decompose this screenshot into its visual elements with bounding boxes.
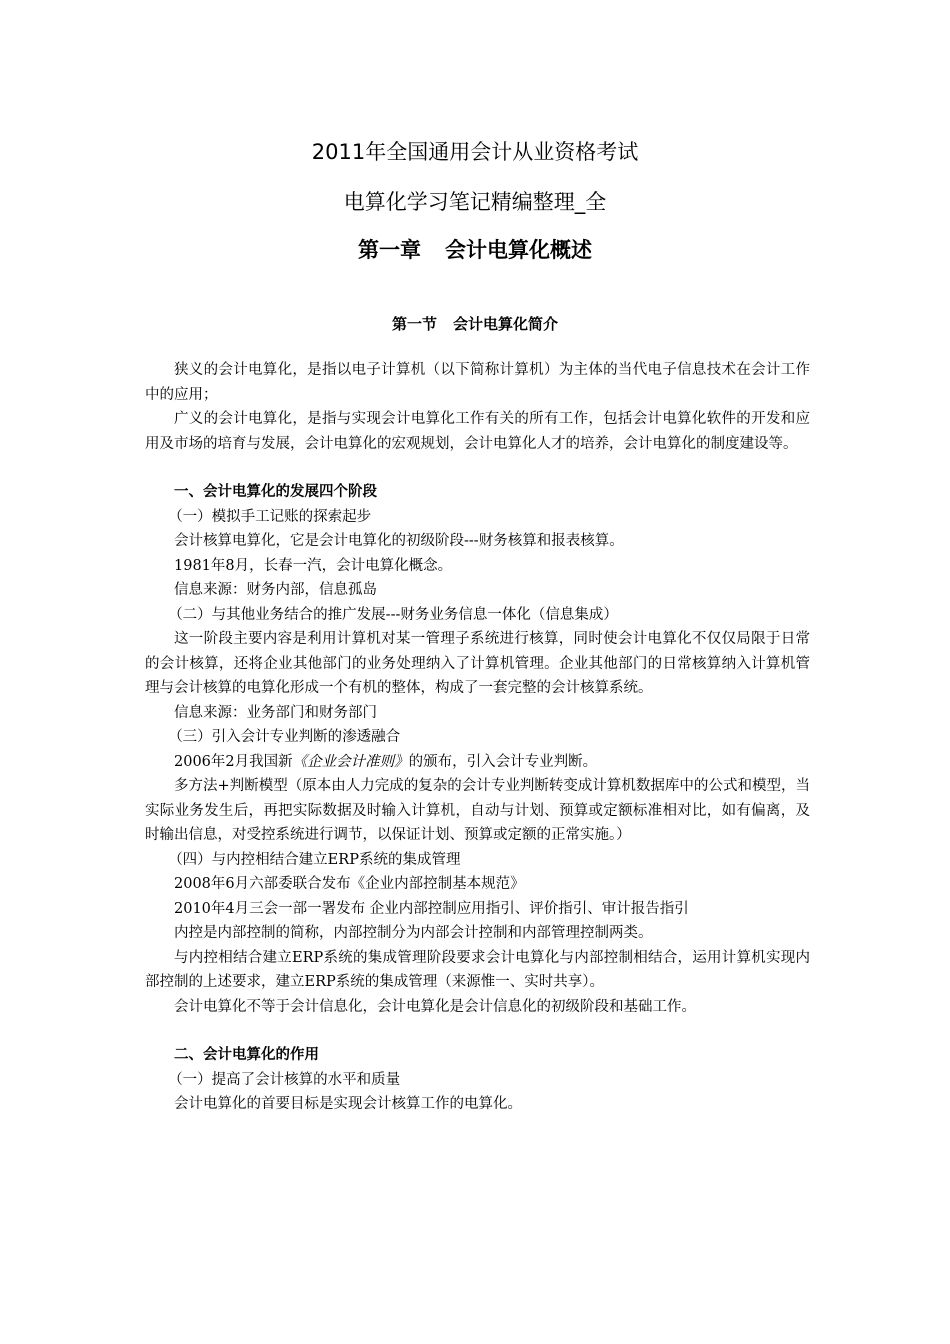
paragraph: 会计电算化不等于会计信息化，会计电算化是会计信息化的初级阶段和基础工作。 xyxy=(174,998,696,1015)
part1-subheading-4: （四）与内控相结合建立ERP系统的集成管理 xyxy=(168,851,461,868)
paragraph: 会计电算化的首要目标是实现会计核算工作的电算化。 xyxy=(174,1096,522,1112)
paragraph: 会计核算电算化，它是会计电算化的初级阶段---财务核算和报表核算。 xyxy=(174,533,624,549)
paragraph: 信息来源：财务内部，信息孤岛 xyxy=(174,582,377,598)
section-title: 会计电算化简介 xyxy=(453,315,559,333)
document-title-line1: 2011年全国通用会计从业资格考试 xyxy=(311,140,639,164)
chapter-title: 会计电算化概述 xyxy=(445,238,592,262)
part1-subheading-3: （三）引入会计专业判断的渗透融合 xyxy=(168,729,401,745)
part1-heading: 一、会计电算化的发展四个阶段 xyxy=(174,484,377,500)
paragraph-broad-definition: 广义的会计电算化，是指与实现会计电算化工作有关的所有工作，包括会计电算化软件的开发和应用及市场的培育与发展，会计电算化的宏观规划，会计电算化人才的培养，会计电算化的制度建设等。 xyxy=(145,411,810,452)
document-body xyxy=(145,358,810,1117)
paragraph: 这一阶段主要内容是利用计算机对某一管理子系统进行核算，同时使会计电算化不仅仅局限于日常的会计核算，还将企业其他部门的业务处理纳入了计算机管理。企业其他部门的日常核算纳入计算机管理与会计核算的电算化形成一个有机的整体，构成了一套完整的会计核算系统。 xyxy=(145,631,810,696)
part1-subheading-2: （二）与其他业务结合的推广发展---财务业务信息一体化（信息集成） xyxy=(168,606,618,623)
part2-heading: 二、会计电算化的作用 xyxy=(174,1047,319,1063)
text-span: 的颁布，引入会计专业判断。 xyxy=(408,753,598,770)
paragraph: 内控是内部控制的简称，内部控制分为内部会计控制和内部管理控制两类。 xyxy=(174,925,653,941)
paragraph-narrow-definition: 狭义的会计电算化，是指以电子计算机（以下简称计算机）为主体的当代电子信息技术在会计工作中的应用； xyxy=(145,362,810,403)
part1-subheading-1: （一）模拟手工记账的探索起步 xyxy=(168,508,372,525)
paragraph: 1981年8月，长春一汽，会计电算化概念。 xyxy=(174,557,453,574)
chapter-label: 第一章 xyxy=(358,238,421,262)
paragraph: 多方法+判断模型（原本由人力完成的复杂的会计专业判断转变成计算机数据库中的公式和模型，当实际业务发生后，再把实际数据及时输入计算机，自动与计划、预算或定额标准相对比，如有偏离，及时输出信息，对受控系统进行调节，以保证计划、预算或定额的正常实施。） xyxy=(145,778,810,843)
part2-subheading-1: （一）提高了会计核算的水平和质量 xyxy=(168,1071,401,1088)
text-span: 2006年2月我国新 xyxy=(174,753,293,770)
paragraph: 信息来源：业务部门和财务部门 xyxy=(174,704,377,721)
regulation-title: 《企业会计准则》 xyxy=(292,753,409,770)
paragraph: 2008年6月六部委联合发布《企业内部控制基本规范》 xyxy=(174,876,525,892)
paragraph: 2010年4月三会一部一署发布 企业内部控制应用指引、评价指引、审计报告指引 xyxy=(174,900,689,917)
section-heading xyxy=(0,312,950,336)
paragraph xyxy=(145,750,810,775)
chapter-heading xyxy=(0,232,950,268)
paragraph: 与内控相结合建立ERP系统的集成管理阶段要求会计电算化与内部控制相结合，运用计算机实现内部控制的上述要求，建立ERP系统的集成管理（来源惟一、实时共享）。 xyxy=(145,949,810,990)
document-title-line2: 电算化学习笔记精编整理_全 xyxy=(343,190,607,214)
section-label: 第一节 xyxy=(391,315,437,333)
